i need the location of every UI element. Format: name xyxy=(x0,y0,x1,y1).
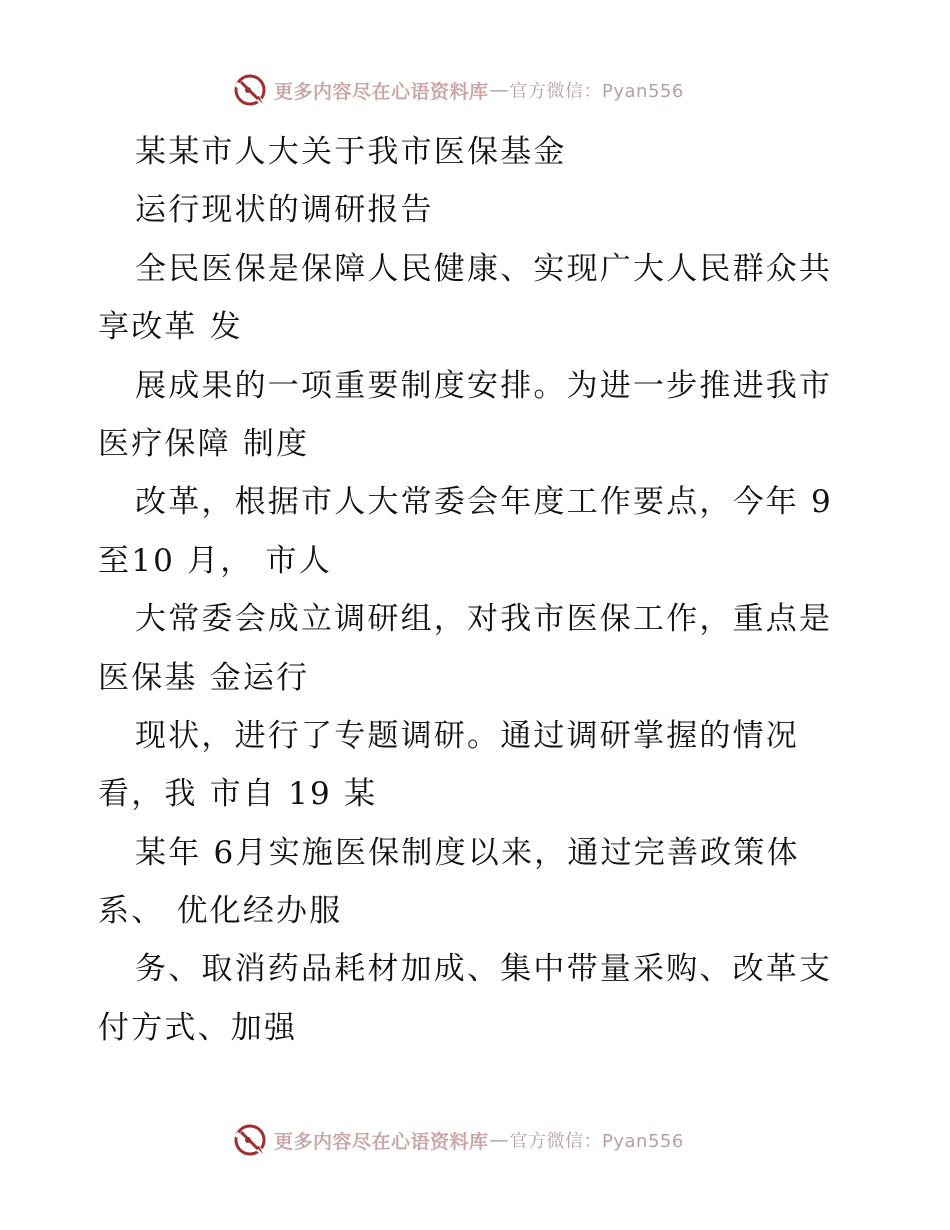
header-banner xyxy=(232,70,684,110)
paragraph-line: 务、取消药品耗材加成、集中带量采购、改革支 xyxy=(135,951,833,988)
paragraph-line: 付方式、加强 xyxy=(98,1009,298,1046)
paragraph-line: 看，我 市自 19 某 xyxy=(98,776,378,813)
banner-promo-text: 更多内容尽在心语资料库 xyxy=(274,1130,489,1153)
document-title-line-1: 某某市人大关于我市医保基金 xyxy=(135,134,567,170)
paragraph-line: 至10 月， 市人 xyxy=(98,542,332,579)
paragraph-line: 大常委会成立调研组，对我市医保工作，重点是 xyxy=(135,601,833,638)
paragraph-line: 系、 优化经办服 xyxy=(98,893,343,930)
banner-separator: — xyxy=(489,79,509,101)
banner-contact-text: 官方微信：Pyan556 xyxy=(509,1131,684,1152)
document-title-line-2: 运行现状的调研报告 xyxy=(135,192,434,229)
paragraph-line: 展成果的一项重要制度安排。为进一步推进我市 xyxy=(135,367,833,404)
paragraph-line: 某年 6月实施医保制度以来，通过完善政策体 xyxy=(135,834,800,871)
paragraph-line: 全民医保是保障人民健康、实现广大人民群众共 xyxy=(135,250,833,287)
paragraph-line: 医保基 金运行 xyxy=(98,659,310,696)
banner-promo-text: 更多内容尽在心语资料库 xyxy=(274,80,489,103)
document-body xyxy=(98,123,858,1057)
paragraph-line: 医疗保障 制度 xyxy=(98,425,310,462)
footer-banner xyxy=(232,1120,684,1160)
paragraph-line: 现状，进行了专题调研。通过调研掌握的情况 xyxy=(135,717,799,754)
banner-separator: — xyxy=(489,1129,509,1151)
pen-logo-icon xyxy=(232,72,268,108)
banner-contact-text: 官方微信：Pyan556 xyxy=(509,81,684,102)
paragraph-line: 改革，根据市人大常委会年度工作要点，今年 9 xyxy=(135,484,833,521)
pen-logo-icon xyxy=(232,1122,268,1158)
paragraph-line: 享改革 发 xyxy=(98,309,243,346)
